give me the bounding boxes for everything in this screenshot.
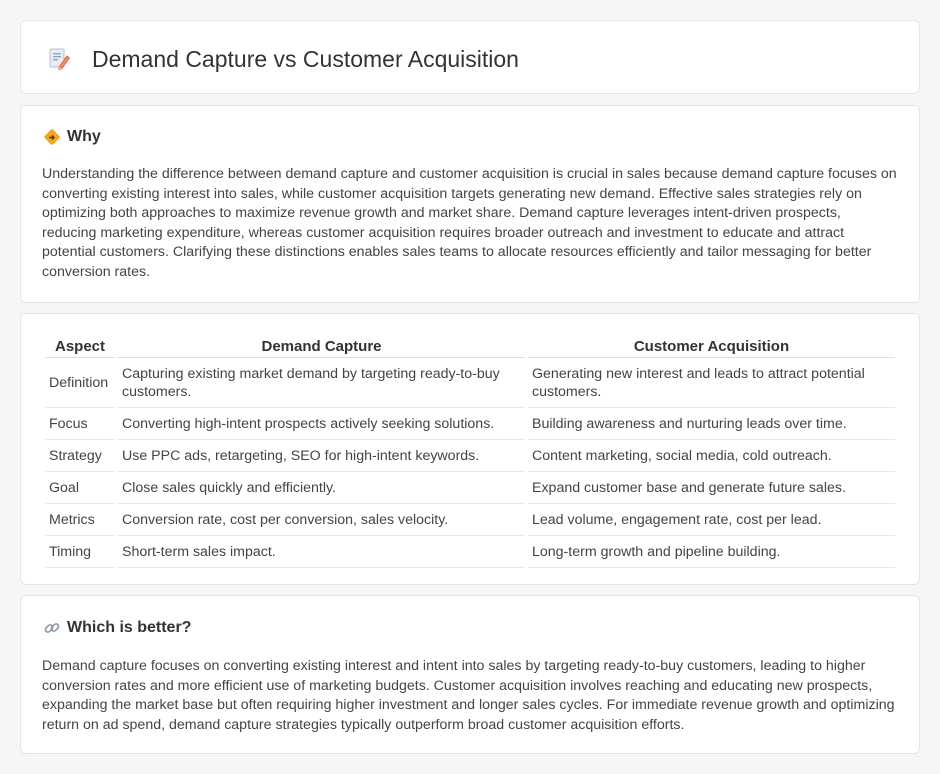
row-aspect: Timing — [45, 536, 115, 568]
row-aspect: Goal — [45, 472, 115, 504]
row-customer-acquisition: Long-term growth and pipeline building. — [528, 536, 895, 568]
comparison-card — [20, 313, 920, 585]
link-icon — [43, 619, 61, 637]
which-text: Demand capture focuses on converting existing interest and intent into sales by targeting ready-to-buy customers, leading to higher conversion rates and more efficient use of marketing budgets. Customer acquisition involves reaching and educating new prospects, expanding the market base but often requiring higher investment and longer sales cycles. For immediate revenue growth and optimizing return on ad spend, demand capture strategies typically outperform broad customer acquisition efforts. — [42, 658, 895, 733]
which-heading-row — [43, 619, 191, 637]
row-aspect: Definition — [45, 358, 115, 408]
table-row — [45, 536, 895, 568]
table-header-row — [45, 334, 895, 358]
row-aspect: Metrics — [45, 504, 115, 536]
page-title: Demand Capture vs Customer Acquisition — [92, 46, 519, 72]
row-demand-capture: Use PPC ads, retargeting, SEO for high-intent keywords. — [118, 440, 525, 472]
table-row — [45, 358, 895, 408]
why-heading: Why — [67, 128, 101, 145]
which-section — [20, 595, 920, 754]
row-demand-capture: Converting high-intent prospects actively seeking solutions. — [118, 408, 525, 440]
column-header-aspect: Aspect — [45, 334, 115, 358]
title-card — [20, 20, 920, 94]
table-row — [45, 408, 895, 440]
table-row — [45, 440, 895, 472]
row-customer-acquisition: Content marketing, social media, cold outreach. — [528, 440, 895, 472]
table-row — [45, 504, 895, 536]
row-demand-capture: Capturing existing market demand by targeting ready-to-buy customers. — [118, 358, 525, 408]
document-pencil-icon — [47, 47, 71, 71]
row-demand-capture: Short-term sales impact. — [118, 536, 525, 568]
row-demand-capture: Conversion rate, cost per conversion, sales velocity. — [118, 504, 525, 536]
column-header-demand-capture: Demand Capture — [118, 334, 525, 358]
comparison-table — [42, 334, 898, 568]
row-aspect: Focus — [45, 408, 115, 440]
row-demand-capture: Close sales quickly and efficiently. — [118, 472, 525, 504]
row-customer-acquisition: Expand customer base and generate future sales. — [528, 472, 895, 504]
which-heading: Which is better? — [67, 619, 192, 636]
why-section — [20, 105, 920, 303]
row-customer-acquisition: Building awareness and nurturing leads over time. — [528, 408, 895, 440]
row-aspect: Strategy — [45, 440, 115, 472]
diamond-sign-icon — [43, 128, 61, 146]
row-customer-acquisition: Generating new interest and leads to attract potential customers. — [528, 358, 895, 408]
row-customer-acquisition: Lead volume, engagement rate, cost per lead. — [528, 504, 895, 536]
why-text: Understanding the difference between demand capture and customer acquisition is crucial in sales because demand capture focuses on converting existing interest into sales, while customer acquisition targets generating new demand. Effective sales strategies rely on optimizing both approaches to maximize revenue growth and market share. Demand capture leverages intent-driven prospects, reducing marketing expenditure, whereas customer acquisition requires broader outreach and investment to educate and attract potential customers. Clarifying these distinctions enables sales teams to allocate resources efficiently and tailor messaging for better conversion rates. — [42, 166, 897, 280]
column-header-customer-acquisition: Customer Acquisition — [528, 334, 895, 358]
table-row — [45, 472, 895, 504]
why-heading-row — [43, 128, 101, 146]
